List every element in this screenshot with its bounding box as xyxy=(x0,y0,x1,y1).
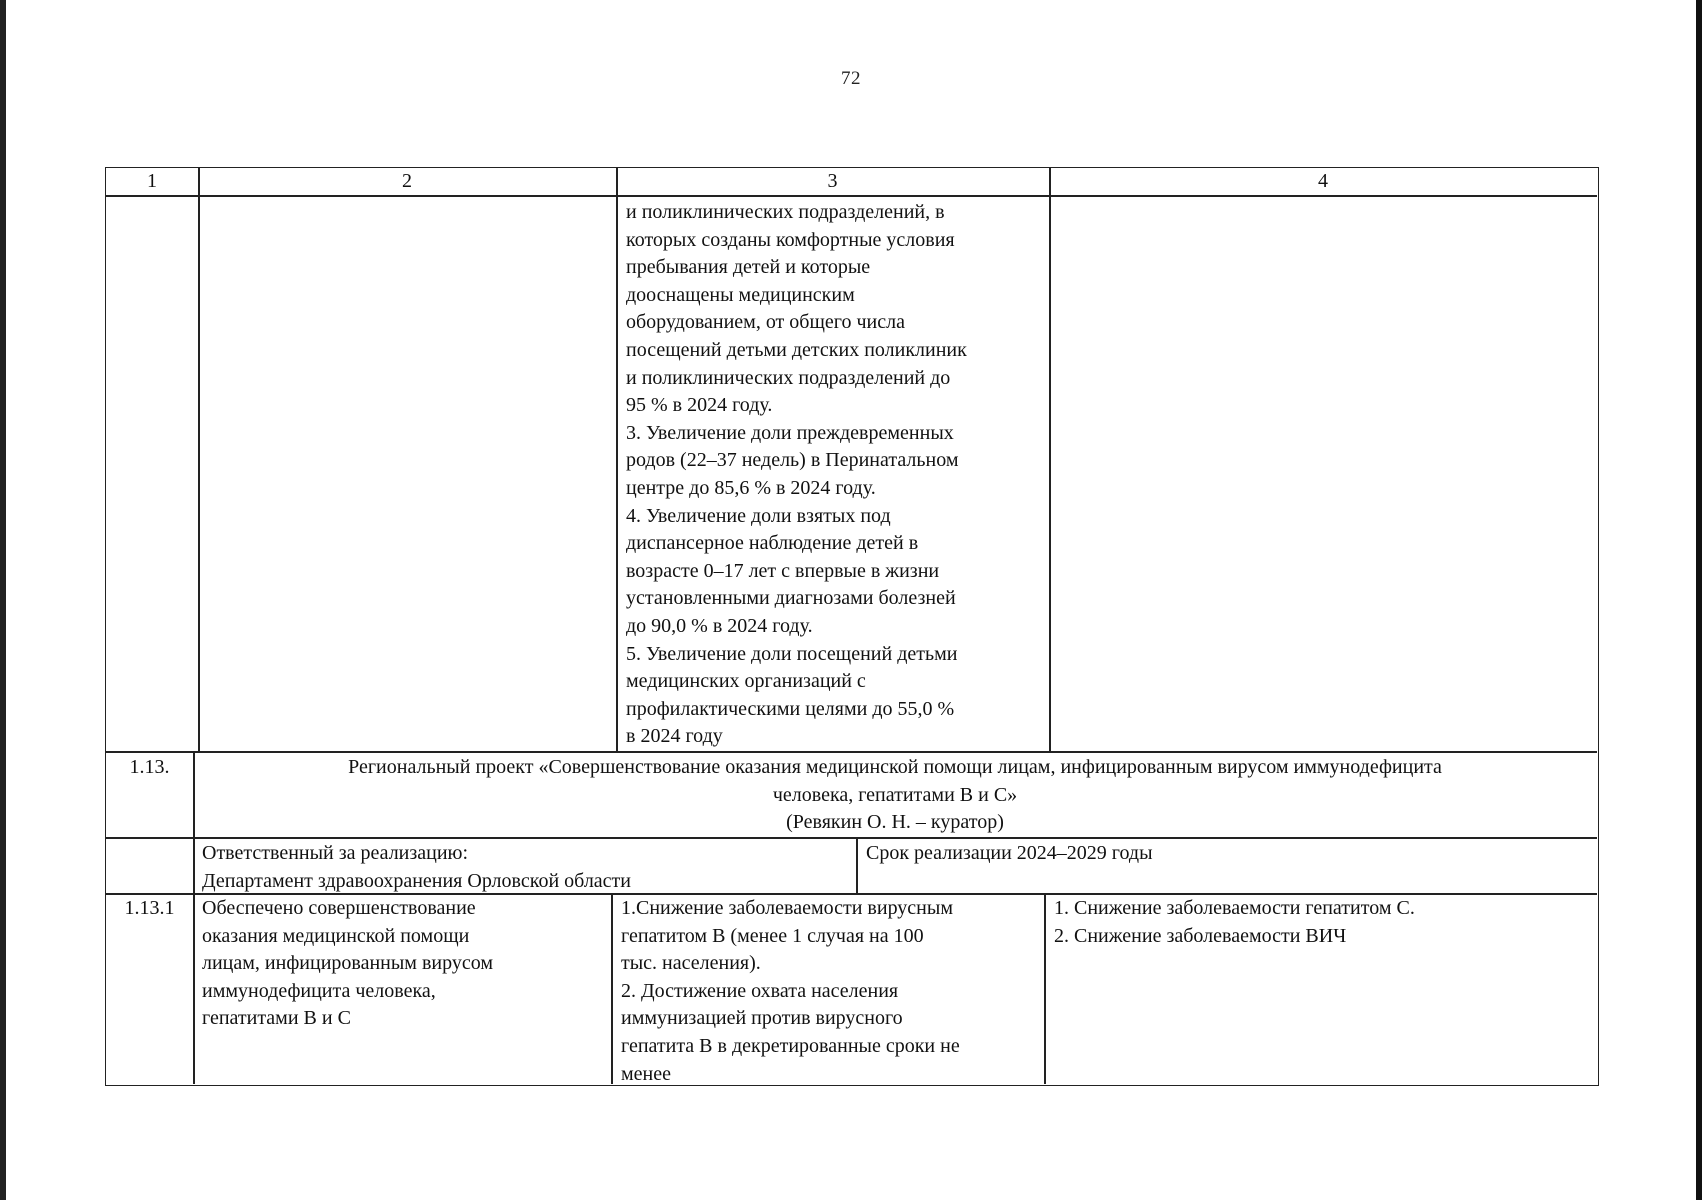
text-line: 2. Достижение охвата населения xyxy=(621,979,899,1002)
text-line: иммунодефицита человека, xyxy=(202,979,436,1002)
task-indicators-cell xyxy=(1054,895,1594,950)
term-col-rule xyxy=(856,837,858,893)
continuation-bottom-rule xyxy=(106,751,1597,753)
text-line: посещений детьми детских поликлиник xyxy=(626,338,967,361)
continuation-results-cell xyxy=(626,199,1046,751)
text-line: медицинских организаций с xyxy=(626,670,866,693)
text-line: Обеспечено совершенствование xyxy=(202,897,476,919)
text-line: и поликлинических подразделений, в xyxy=(626,201,945,223)
project-bottom-rule xyxy=(106,837,1597,839)
text-line: до 90,0 % в 2024 году. xyxy=(626,614,813,637)
header-bottom-rule xyxy=(106,195,1597,197)
text-line: которых созданы комфортные условия xyxy=(626,228,955,251)
project-curator: (Ревякин О. Н. – куратор) xyxy=(786,811,1004,834)
scan-edge-left xyxy=(0,0,6,1200)
text-line: установленными диагнозами болезней xyxy=(626,587,956,610)
col-rule-3 xyxy=(1049,168,1051,751)
task-number: 1.13.1 xyxy=(124,897,175,919)
project-title-line-1: Региональный проект «Совершенствование оказания медицинской помощи лицам, инфицированным вирусом иммунодефицита xyxy=(348,756,1442,778)
text-line: пребывания детей и которые xyxy=(626,256,871,279)
text-line: 3. Увеличение доли преждевременных xyxy=(626,421,954,444)
text-line: менее xyxy=(621,1062,671,1085)
task-description-cell xyxy=(202,895,607,1033)
text-line: 95 % в 2024 году. xyxy=(626,394,773,417)
document-table xyxy=(105,167,1599,1086)
task-col-rule-3 xyxy=(1044,893,1046,1084)
text-line: центре до 85,6 % в 2024 году. xyxy=(626,476,876,499)
text-line: гепатитами В и С xyxy=(202,1007,351,1030)
text-line: иммунизацией против вирусного xyxy=(621,1007,903,1030)
responsible-label: Ответственный за реализацию: xyxy=(202,842,469,864)
text-line: гепатита В в декретированные сроки не xyxy=(621,1034,960,1057)
text-line: профилактическими целями до 55,0 % xyxy=(626,697,955,720)
responsible-value: Департамент здравоохранения Орловской области xyxy=(202,869,632,892)
task-results-cell xyxy=(621,895,1041,1088)
project-title-line-2: человека, гепатитами В и С» xyxy=(772,783,1018,806)
text-line: тыс. населения). xyxy=(621,952,761,975)
project-title xyxy=(193,754,1597,837)
col-rule-1 xyxy=(198,168,200,751)
text-line: дооснащены медицинским xyxy=(626,283,855,306)
column-number-2: 2 xyxy=(402,170,412,192)
column-number-1: 1 xyxy=(147,170,157,192)
text-line: в 2024 году xyxy=(626,725,723,748)
project-number: 1.13. xyxy=(129,756,170,778)
term-cell: Срок реализации 2024–2029 годы xyxy=(866,842,1153,864)
text-line: 5. Увеличение доли посещений детьми xyxy=(626,642,958,665)
task-col-rule-2 xyxy=(611,893,613,1084)
text-line: оказания медицинской помощи xyxy=(202,924,470,947)
page-number: 72 xyxy=(841,68,861,89)
text-line: 4. Увеличение доли взятых под xyxy=(626,504,891,527)
text-line: гепатитом В (менее 1 случая на 100 xyxy=(621,924,924,947)
text-line: оборудованием, от общего числа xyxy=(626,311,905,334)
text-line: 1.Снижение заболеваемости вирусным xyxy=(621,897,953,919)
text-line: 2. Снижение заболеваемости ВИЧ xyxy=(1054,924,1347,947)
text-line: родов (22–37 недель) в Перинатальном xyxy=(626,449,959,472)
text-line: и поликлинических подразделений до xyxy=(626,366,951,389)
col-rule-2 xyxy=(616,168,618,751)
text-line: диспансерное наблюдение детей в xyxy=(626,532,919,555)
column-number-3: 3 xyxy=(827,170,838,192)
column-number-4: 4 xyxy=(1318,170,1328,192)
text-line: лицам, инфицированным вирусом xyxy=(202,952,493,975)
text-line: возрасте 0–17 лет с впервые в жизни xyxy=(626,559,940,582)
responsible-cell xyxy=(202,840,852,895)
text-line: 1. Снижение заболеваемости гепатитом С. xyxy=(1054,897,1415,919)
scan-edge-right xyxy=(1696,0,1702,1200)
